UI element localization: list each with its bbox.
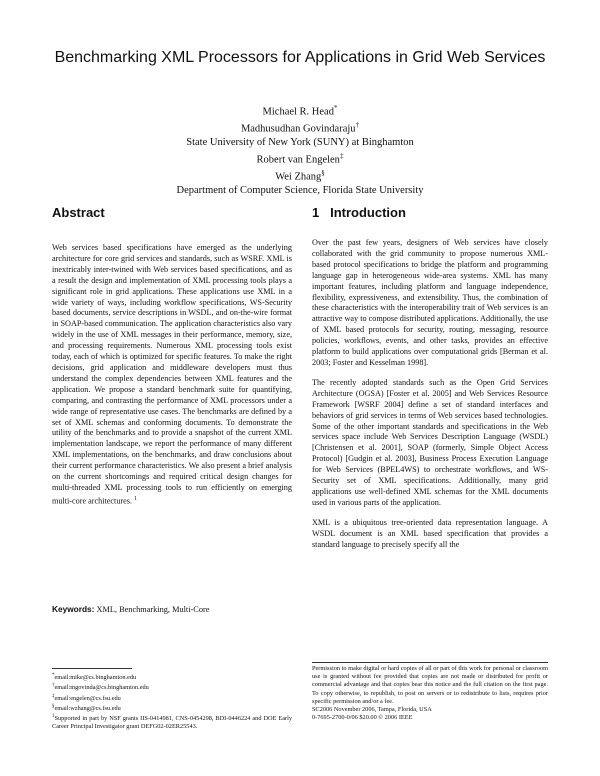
keywords <box>52 604 292 614</box>
intro-body <box>312 238 548 550</box>
intro-heading <box>312 205 406 220</box>
footnote-mark: § <box>52 703 55 709</box>
author-line <box>40 150 560 167</box>
abstract-heading: Abstract <box>52 205 105 220</box>
footnote-mark: † <box>355 121 360 130</box>
footnote-email: email:wzhang@cs.fsu.edu <box>54 704 121 712</box>
section-title: Introduction <box>330 205 406 220</box>
author-block <box>40 102 560 198</box>
author-line <box>40 167 560 184</box>
paragraph: The recently adopted standards such as the Open Grid Services Architecture (OGSA) [Foster et al. 2005] and Web Services Resource Framework [WSRF 2004] define a set of standard interfaces and behaviors of grid services in terms of Web services based technologies. Some of the other important standards and specifications in the Web services space include Web Services Description Language (WSDL) [Christensen et al. 2001], SOAP (formerly, Simple Object Access Protocol) [Gudgin et al. 2003], Business Process Execution Language for Web Services (BPEL4WS) to orchestrate workflows, and WS-Security set of XML specifications. Additionally, many grid applications use well-defined XML schemas for the XML documents used in various parts of the application. <box>312 377 548 507</box>
footnote-mark: ‡ <box>339 151 344 160</box>
footnote-mark: * <box>333 104 338 112</box>
footnote-mark: * <box>52 673 55 678</box>
footnote-funding: Supported in part by NSF grants IIS-0414981, CNS-0454298, BDI-0446224 and DOE Early Career Principal Investigator grant DEFG02-02ER25543. <box>52 715 292 731</box>
affiliation: State University of New York (SUNY) at Binghamton <box>186 137 414 149</box>
affiliation: Department of Computer Science, Florida State University <box>176 184 424 196</box>
author-line <box>40 102 560 119</box>
isbn-copyright: 0-7695-2700-0/06 $20.00 © 2006 IEEE <box>312 714 413 722</box>
author-name: Wei Zhang <box>275 171 322 183</box>
section-number: 1 <box>312 205 320 220</box>
footnote-mark: ‡ <box>52 693 55 699</box>
paragraph: Over the past few years, designers of Web services have closely collaborated with the grid community to propose numerous XML-based protocol specifications to bridge the platform and programming language gap in heterogeneous wide-area systems. XML has many important features, including platform and language independence, flexibility, expressiveness, and extensibility. Thus, the combination of these characteristics with the interoperability trait of Web services is an attractive way to compose distributed applications. Additionally, the use of XML based protocols for security, routing, messaging, resource policies, workflows, events, and other tasks, provides an effective platform to build applications over computational grids [Berman et al. 2003; Foster and Kesselman 1998]. <box>312 238 548 367</box>
conference-info: SC2006 November 2006, Tampa, Florida, USA <box>312 706 432 714</box>
author-name: Robert van Engelen <box>256 154 340 166</box>
author-name: Michael R. Head <box>262 106 334 118</box>
footnote-rule <box>52 668 132 669</box>
footnote-mark: † <box>52 683 55 689</box>
footnote-email: email:engelen@cs.fsu.edu <box>54 694 121 702</box>
permission-rule <box>312 662 548 663</box>
footnote-email: email:mike@cs.binghamton.edu <box>54 674 137 682</box>
footnote-mark: 1 <box>52 714 55 720</box>
keywords-text: XML, Benchmarking, Multi-Core <box>96 605 210 614</box>
author-footnotes <box>52 672 292 732</box>
footnote-mark: 1 <box>134 495 138 502</box>
author-name: Madhusudhan Govindaraju <box>240 123 356 135</box>
footnote-email: email:mgovinda@cs.binghamton.edu <box>54 684 149 692</box>
abstract-text: Web services based specifications have emerged as the underlying architecture for core grid services and standards, such as WSRF. XML is inextricably inter-twined with Web services based specifications, and as a result the design and implementation of XML processing tools plays a significant role in grid applications. These applications use XML in a wide variety of ways, including workflow specifications, WS-Security based documents, service descriptions in WSDL, and on-the-wire format in SOAP-based communication. The application characteristics also vary widely in the use of XML messages in their performance, memory, size, and processing requirements. Numerous XML processing tools exist today, each of which is optimized for specific features. To make the right decisions, grid application and middleware developers must thus understand the complex dependencies between XML features and the application. We propose a standard benchmark suite for quantifying, comparing, and contrasting the performance of XML processors under a wide range of representative use cases. The benchmarks are defined by a set of XML schemas and conforming documents. To demonstrate the utility of the benchmarks and to provide a snapshot of the current XML implementation landscape, we report the performance of many different XML implementations, on the benchmarks, and draw conclusions about their current performance characteristics. We also present a brief analysis on the current shortcomings and required critical design changes for multi-threaded XML processing tools to run efficiently on emerging multi-core architectures. <box>52 243 292 506</box>
permission-text: Permission to make digital or hard copies of all or part of this work for personal or classroom use is granted without fee provided that copies are not made or distributed for profit or commercial advantage and that copies bear this notice and the full citation on the first page. To copy otherwise, to republish, to post on servers or to redistribute to lists, requires prior specific permission and/or a fee. <box>312 665 548 705</box>
abstract-body <box>52 243 292 507</box>
permission-notice <box>312 665 548 722</box>
footnote-mark: § <box>321 168 325 177</box>
author-line <box>40 119 560 136</box>
paper-title: Benchmarking XML Processors for Applications in Grid Web Services <box>54 49 546 66</box>
paragraph: XML is a ubiquitous tree-oriented data representation language. A WSDL document is an XML based specification that provides a standard language to precisely specify all the <box>312 517 548 549</box>
keywords-label: Keywords: <box>52 604 95 614</box>
